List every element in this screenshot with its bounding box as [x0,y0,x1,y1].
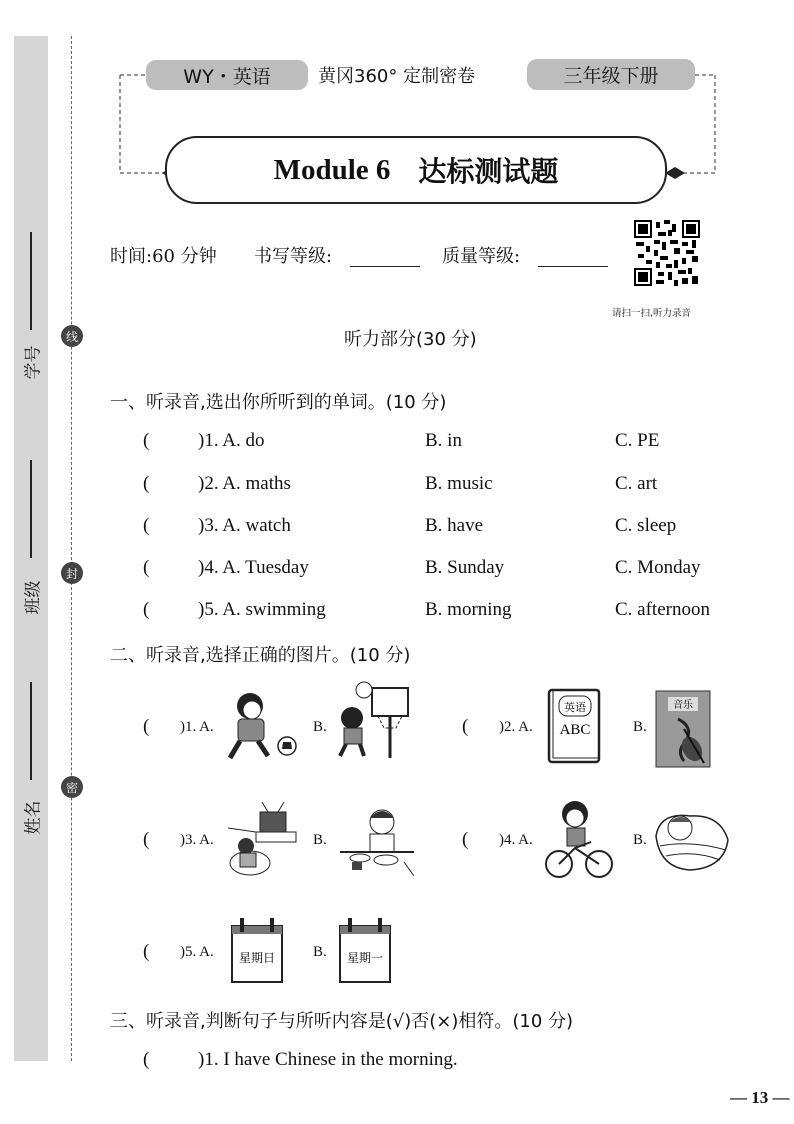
seal-line-mark: 线 [61,325,83,347]
subject-pill: WY・英语 [146,60,308,90]
answer-bracket[interactable]: ( [143,941,150,962]
english-book-picture[interactable] [545,686,605,766]
option-b: B. music [425,473,493,494]
grade-pill: 三年级下册 [527,59,695,90]
pic-option-b-3: B. [313,832,327,848]
quality-grade-field[interactable] [538,266,608,267]
section1-list [143,430,743,640]
pic-option-b-5: B. [313,944,327,960]
class-rule [30,460,32,558]
series-name: 黄冈360° 定制密卷 [318,66,476,87]
section2-title: 二、听录音,选择正确的图片。(10 分) [110,645,411,666]
sleep-picture[interactable] [650,806,732,874]
time-limit: 时间:60 分钟 [110,246,217,267]
student-id-rule [30,232,32,330]
ride-bike-picture[interactable] [545,798,615,882]
quality-grade-label: 质量等级: [442,246,521,267]
section3-title: 三、听录音,判断句子与所听内容是(√)否(×)相符。(10 分) [110,1011,574,1032]
option-a: )1. A. do [198,430,265,451]
sentence-1: )1. I have Chinese in the morning. [198,1049,458,1070]
test-title: 达标测试题 [418,155,559,188]
option-a: )3. A. watch [198,515,291,536]
book-abc: ABC [559,722,591,738]
answer-bracket[interactable]: ( [143,473,150,494]
music-label: 音乐 [673,700,693,711]
name-label: 姓名 [23,800,44,835]
writing-grade-field[interactable] [350,266,420,267]
pic-option-b-4: B. [633,832,647,848]
binding-cut-line [71,36,72,1061]
answer-bracket[interactable]: ( [143,430,150,451]
option-c: C. afternoon [615,599,710,620]
seal-mi-mark: 密 [61,776,83,798]
option-c: C. PE [615,430,660,451]
title-box [165,136,667,204]
option-b: B. morning [425,599,512,620]
boy-basketball-picture[interactable] [332,680,412,760]
calendar-monday-picture[interactable] [334,914,396,986]
pic-question-5: )5. A. [180,944,214,960]
option-b: B. Sunday [425,557,505,578]
option-a: )5. A. swimming [198,599,326,620]
answer-bracket[interactable]: ( [143,515,150,536]
music-book-picture[interactable] [654,689,712,769]
boy-football-picture[interactable] [222,686,302,761]
page-number: — 13 — [730,1088,790,1107]
answer-bracket[interactable]: ( [143,716,150,737]
calendar-a-label: 星期日 [238,951,276,965]
calendar-sunday-picture[interactable] [226,914,288,986]
section1-title: 一、听录音,选出你所听到的单词。(10 分) [110,392,447,413]
option-b: B. in [425,430,462,451]
pic-question-2: )2. A. [499,719,533,735]
book-label: 英语 [564,701,586,714]
option-a: )4. A. Tuesday [198,557,309,578]
class-label: 班级 [23,580,44,615]
student-id-label: 学号 [23,345,44,380]
calendar-b-label: 星期一 [346,951,384,965]
name-rule [30,682,32,780]
watch-tv-picture[interactable] [228,798,308,880]
option-b: B. have [425,515,484,536]
answer-bracket[interactable]: ( [143,1049,150,1070]
module-title: Module 6 [273,153,391,186]
answer-bracket[interactable]: ( [462,829,469,850]
pic-question-1: )1. A. [180,719,214,735]
answer-bracket[interactable]: ( [143,829,150,850]
pic-question-4: )4. A. [499,832,533,848]
qr-caption: 请扫一扫,听力录音 [612,308,692,319]
option-a: )2. A. maths [198,473,291,494]
seal-seal-mark: 封 [61,562,83,584]
pic-question-3: )3. A. [180,832,214,848]
pic-option-b-1: B. [313,719,327,735]
option-c: C. art [615,473,658,494]
listening-title: 听力部分(30 分) [344,329,477,350]
option-c: C. Monday [615,557,701,578]
answer-bracket[interactable]: ( [143,557,150,578]
have-lunch-picture[interactable] [334,800,416,880]
answer-bracket[interactable]: ( [143,599,150,620]
answer-bracket[interactable]: ( [462,716,469,737]
option-c: C. sleep [615,515,677,536]
writing-grade-label: 书写等级: [254,246,333,267]
pic-option-b-2: B. [633,719,647,735]
qr-code[interactable] [634,220,700,286]
